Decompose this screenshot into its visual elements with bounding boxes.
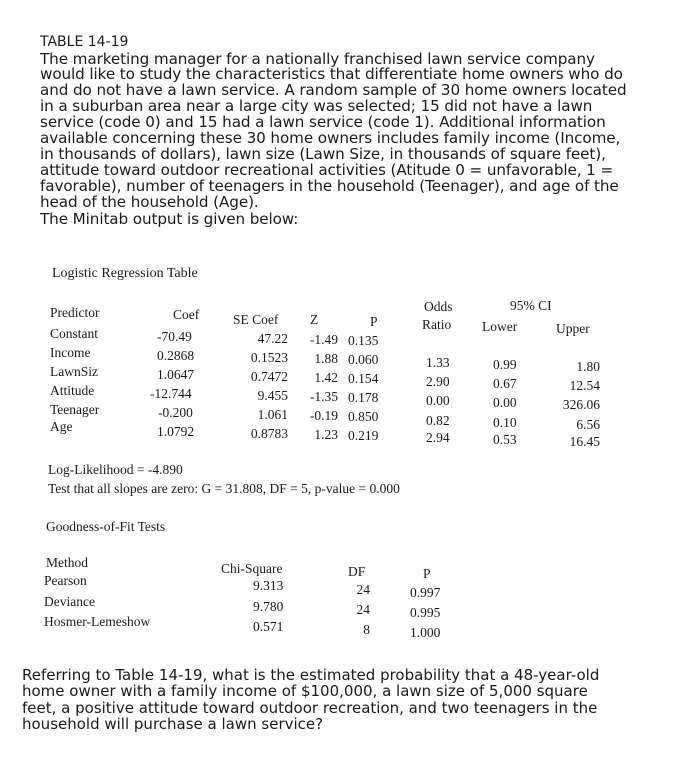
intro-line: service (code 0) and 15 had a lawn service (code 1). Additional information (40, 113, 606, 131)
gof-p-value: 0.995 (410, 605, 441, 620)
col-predictor: Predictor (50, 305, 100, 320)
predictor-name: Age (50, 419, 73, 434)
z-value: -1.35 (309, 389, 338, 404)
gof-col-df: DF (348, 564, 366, 579)
predictor-name: Income (50, 345, 91, 360)
col-ratio: Ratio (422, 317, 452, 332)
col-ci: 95% CI (510, 298, 552, 313)
intro-line: in a suburban area near a large city was selected; 15 did not have a lawn (40, 97, 593, 115)
ci-upper-value: 1.80 (576, 359, 600, 374)
z-value: 1.42 (314, 370, 338, 385)
coef-value: 0.2868 (157, 348, 195, 363)
se-coef-value: 47.22 (257, 331, 288, 346)
z-value: 1.88 (314, 351, 338, 366)
gof-p-value: 1.000 (410, 625, 441, 640)
intro-line: in thousands of dollars), lawn size (Lawn Size, in thousands of square feet), (40, 145, 606, 163)
col-lower: Lower (482, 319, 518, 334)
se-coef-value: 1.061 (257, 407, 288, 422)
coef-value: 1.0792 (157, 424, 195, 439)
question-line: home owner with a family income of $100,000, a lawn size of 5,000 square (22, 682, 588, 700)
odds-ratio-value: 1.33 (426, 355, 450, 370)
coef-value: -70.49 (157, 329, 192, 344)
col-se-coef: SE Coef (233, 312, 279, 327)
p-value: 0.178 (348, 390, 379, 405)
intro-line: would like to study the characteristics that differentiate home owners who do (40, 65, 623, 83)
ci-upper-value: 12.54 (569, 378, 600, 393)
odds-ratio-value: 0.82 (426, 413, 450, 428)
intro-line: and do not have a lawn service. A random sample of 30 home owners located (40, 81, 627, 99)
intro-line: favorable), number of teenagers in the household (Teenager), and age of the (40, 177, 619, 195)
gof-col-method: Method (46, 555, 88, 570)
ci-lower-value: 0.99 (493, 357, 517, 372)
ci-upper-value: 16.45 (569, 434, 600, 449)
odds-ratio-value: 2.90 (426, 374, 450, 389)
gof-method: Pearson (44, 573, 87, 588)
intro-line: available concerning these 30 home owners includes family income (Income, (40, 129, 621, 147)
question-line: household will purchase a lawn service? (22, 715, 324, 733)
odds-ratio-value: 0.00 (426, 393, 450, 408)
ci-lower-value: 0.00 (493, 395, 517, 410)
z-value: 1.23 (314, 427, 338, 442)
gof-col-chi-square: Chi-Square (221, 561, 283, 576)
p-value: 0.060 (348, 352, 379, 367)
predictor-name: LawnSiz (50, 364, 98, 379)
col-coef: Coef (173, 307, 200, 322)
predictor-name: Constant (50, 326, 99, 341)
z-value: -0.19 (309, 408, 338, 423)
gof-method: Deviance (44, 594, 95, 609)
ci-lower-value: 0.10 (493, 415, 517, 430)
minitab-intro: The Minitab output is given below: (40, 210, 299, 228)
question-line: Referring to Table 14-19, what is the estimated probability that a 48-year-old (22, 666, 600, 684)
z-value: -1.49 (309, 332, 338, 347)
gof-p-value: 0.997 (410, 585, 441, 600)
col-p: P (370, 314, 378, 329)
table-title: TABLE 14-19 (40, 34, 129, 50)
predictor-name: Attitude (50, 383, 95, 398)
slopes-test: Test that all slopes are zero: G = 31.808, DF = 5, p-value = 0.000 (48, 481, 400, 496)
intro-line: The marketing manager for a nationally franchised lawn service company (40, 50, 595, 68)
ci-lower-value: 0.53 (493, 432, 517, 447)
col-odds: Odds (424, 299, 453, 314)
coef-value: 1.0647 (157, 367, 195, 382)
logistic-table-heading: Logistic Regression Table (52, 266, 198, 281)
se-coef-value: 0.1523 (250, 350, 288, 365)
gof-col-p: P (423, 566, 431, 581)
gof-chi-value: 9.313 (253, 578, 284, 593)
ci-lower-value: 0.67 (493, 376, 517, 391)
p-value: 0.154 (348, 371, 379, 386)
gof-df-value: 8 (363, 622, 370, 637)
gof-heading: Goodness-of-Fit Tests (46, 519, 166, 534)
se-coef-value: 0.7472 (250, 369, 288, 384)
log-likelihood: Log-Likelihood = -4.890 (48, 462, 183, 477)
ci-upper-value: 6.56 (576, 417, 600, 432)
gof-chi-value: 9.780 (253, 599, 284, 614)
gof-df-value: 24 (356, 582, 370, 597)
odds-ratio-value: 2.94 (426, 430, 450, 445)
p-value: 0.850 (348, 409, 379, 424)
se-coef-value: 0.8783 (250, 426, 288, 441)
gof-df-value: 24 (356, 602, 370, 617)
ci-upper-value: 326.06 (562, 397, 600, 412)
p-value: 0.135 (348, 333, 379, 348)
intro-line: attitude toward outdoor recreational activities (Atitude 0 = unfavorable, 1 = (40, 161, 614, 179)
intro-line: head of the household (Age). (40, 193, 259, 211)
col-z: Z (310, 312, 319, 327)
coef-value: -0.200 (158, 405, 193, 420)
predictor-name: Teenager (50, 402, 100, 417)
se-coef-value: 9.455 (257, 388, 288, 403)
gof-method: Hosmer-Lemeshow (44, 614, 151, 629)
question-line: feet, a positive attitude toward outdoor recreation, and two teenagers in the (22, 699, 598, 717)
gof-chi-value: 0.571 (253, 619, 284, 634)
p-value: 0.219 (348, 428, 379, 443)
col-upper: Upper (556, 321, 590, 336)
coef-value: -12.744 (150, 386, 192, 401)
